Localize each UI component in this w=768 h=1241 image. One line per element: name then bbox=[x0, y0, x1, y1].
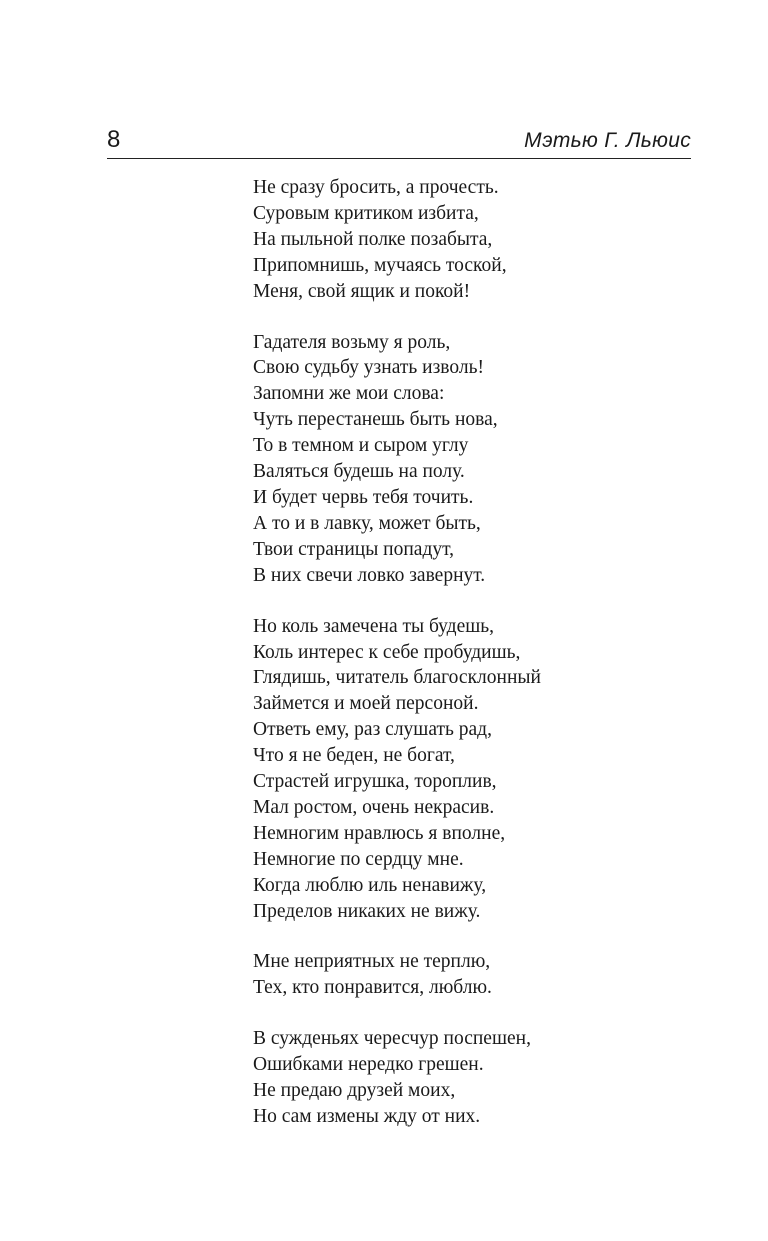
verse-line: Свою судьбу узнать изволь! bbox=[253, 357, 484, 379]
verse-line: Не предаю друзей моих, bbox=[253, 1080, 456, 1102]
verse-line: Глядишь, читатель благосклонный bbox=[253, 667, 541, 689]
verse-line: Суровым критиком избита, bbox=[253, 202, 479, 224]
verse-line: Что я не беден, не богат, bbox=[253, 745, 455, 767]
header-author: Мэтью Г. Льюис bbox=[524, 129, 691, 152]
verse-line: Мне неприятных не терплю, bbox=[253, 951, 491, 973]
verse-line: Страстей игрушка, тороплив, bbox=[253, 771, 497, 793]
verse-line: Валяться будешь на полу. bbox=[253, 461, 465, 483]
verse-line: В них свечи ловко завернут. bbox=[253, 564, 486, 586]
verse-line: Но коль замечена ты будешь, bbox=[253, 615, 495, 637]
poem-body bbox=[253, 175, 673, 1155]
verse-line: Займется и моей персоной. bbox=[253, 693, 479, 715]
verse-line: И будет червь тебя точить. bbox=[253, 486, 474, 508]
stanza-1 bbox=[253, 175, 673, 305]
verse-line: Но сам измены жду от них. bbox=[253, 1106, 481, 1127]
running-header bbox=[107, 124, 691, 159]
verse-line: Гадателя возьму я роль, bbox=[253, 331, 451, 353]
verse-line: Мал ростом, очень некрасив. bbox=[253, 796, 495, 818]
verse-line: Меня, свой ящик и покой! bbox=[253, 280, 471, 302]
verse-line: То в темном и сыром углу bbox=[253, 435, 469, 457]
verse-line: Когда люблю иль ненавижу, bbox=[253, 874, 487, 896]
verse-line: В сужденьях чересчур поспешен, bbox=[253, 1028, 531, 1050]
verse-line: Коль интерес к себе пробудишь, bbox=[253, 641, 521, 663]
stanza-4 bbox=[253, 949, 673, 1001]
verse-line: На пыльной полке позабыта, bbox=[253, 228, 493, 250]
verse-line: Припомнишь, мучаясь тоской, bbox=[253, 254, 507, 276]
verse-line: Немногие по сердцу мне. bbox=[253, 848, 464, 870]
verse-line: Твои страницы попадут, bbox=[253, 538, 455, 560]
verse-line: А то и в лавку, может быть, bbox=[253, 512, 481, 534]
verse-line: Ответь ему, раз слушать рад, bbox=[253, 719, 492, 741]
verse-line: Пределов никаких не вижу. bbox=[253, 900, 481, 922]
page-number: 8 bbox=[107, 126, 121, 153]
verse-line: Тех, кто понравится, люблю. bbox=[253, 977, 492, 999]
stanza-5 bbox=[253, 1026, 673, 1130]
verse-line: Немногим нравлюсь я вполне, bbox=[253, 822, 506, 844]
verse-line: Запомни же мои слова: bbox=[253, 383, 445, 405]
verse-line: Чуть перестанешь быть нова, bbox=[253, 409, 498, 431]
verse-line: Ошибками нередко грешен. bbox=[253, 1054, 484, 1076]
verse-line: Не сразу бросить, а прочесть. bbox=[253, 177, 499, 198]
stanza-2 bbox=[253, 330, 673, 589]
stanza-3 bbox=[253, 614, 673, 925]
